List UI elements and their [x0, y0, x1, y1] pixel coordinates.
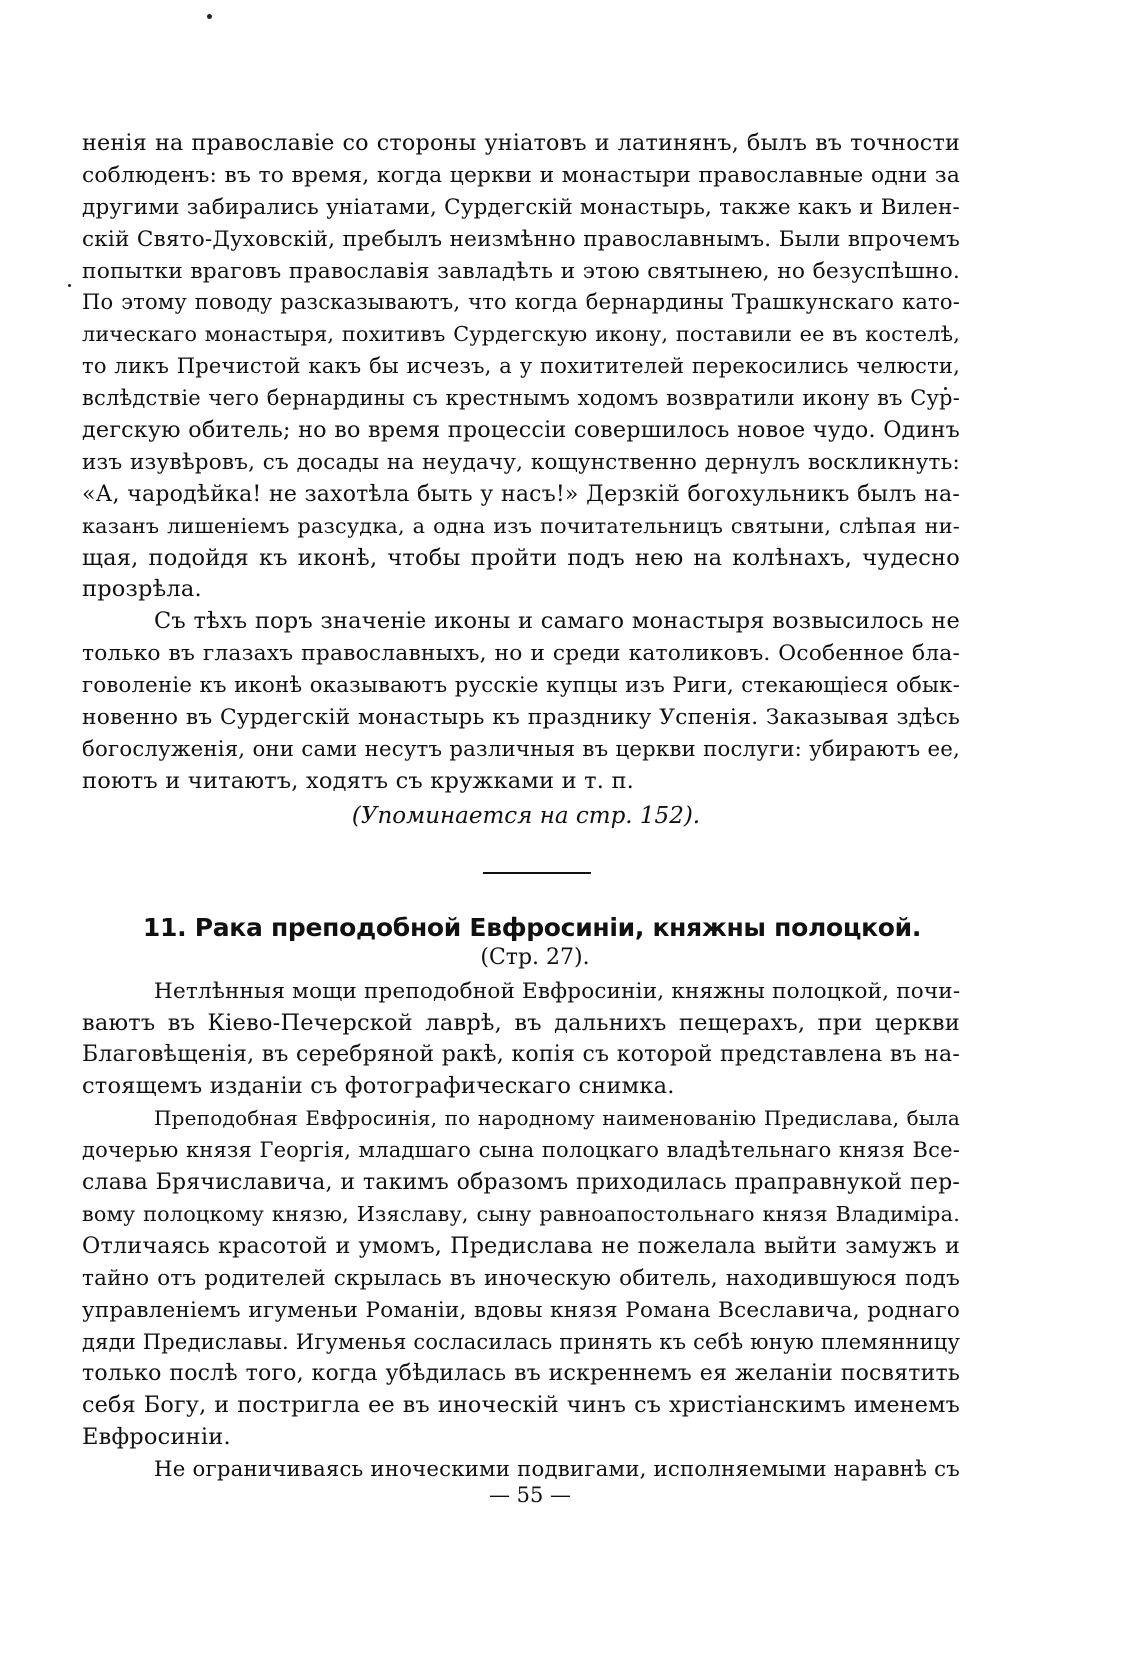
- text-line: казанъ лишеніемъ разсудка, а одна изъ почитательницъ святыни, слѣпая ни-: [82, 513, 960, 538]
- text-line: По этому поводу разсказываютъ, что когда бернардины Трашкунскаго като-: [82, 290, 960, 315]
- text-line: вслѣдствіе чего бернардины съ крестнымъ ходомъ возвратили икону въ Сур-: [82, 386, 960, 411]
- text-line: попытки враговъ православія завладѣть и этою святынею, но безуспѣшно.: [82, 258, 960, 284]
- section-heading: 11. Рака преподобной Евфросиніи, княжны полоцкой.: [142, 912, 922, 942]
- paragraph-prev-2: [82, 606, 960, 797]
- text-line: дяди Предиславы. Игуменья сосласилась принять къ себѣ юную племянницу: [82, 1329, 961, 1354]
- text-line: соблюденъ: въ то время, когда церкви и монастыри православные одни за: [82, 162, 960, 188]
- text-line: щая, подойдя къ иконѣ, чтобы пройти подъ нею на колѣнахъ, чудесно: [82, 544, 960, 571]
- text-line: Евфросиніи.: [82, 1424, 231, 1451]
- paragraph-prev-1: [82, 128, 960, 606]
- text-line: то ликъ Пречистой какъ бы исчезъ, а у похитителей перекосились челюсти,: [82, 354, 960, 379]
- page-mention-caption: (Упоминается на стр. 152).: [351, 802, 701, 829]
- text-line: говоленіе къ иконѣ оказываютъ русскіе купцы изъ Риги, стекающіеся обык-: [82, 673, 960, 699]
- print-speck: [207, 14, 212, 19]
- text-line: Преподобная Евфросинія, по народному наименованію Предислава, была: [154, 1106, 960, 1131]
- text-line: Отличаясь красотой и умомъ, Предислава не пожелала выйти замужъ и: [82, 1232, 960, 1259]
- section-page-reference: (Стр. 27).: [480, 944, 590, 970]
- text-line: скій Свято-Духовскій, пребылъ неизмѣнно православнымъ. Были впрочемъ: [82, 226, 960, 252]
- print-speck: [68, 284, 71, 287]
- text-line: Не ограничиваясь иноческими подвигами, исполняемыми наравнѣ съ: [154, 1457, 960, 1483]
- text-line: дегскую обитель; но во время процессіи совершилось новое чудо. Одинъ: [82, 417, 960, 444]
- paragraph-11-1: [82, 976, 960, 1104]
- text-line: только въ глазахъ православныхъ, но и среди католиковъ. Особенное бла-: [82, 641, 960, 667]
- text-line: только послѣ того, когда убѣдилась въ искреннемъ ея желаніи посвятить: [82, 1361, 960, 1387]
- page-body: [82, 128, 960, 1486]
- text-line: ваютъ въ Кіево-Печерской лаврѣ, въ дальнихъ пещерахъ, при церкви: [82, 1009, 960, 1036]
- text-line: слава Брячиславича, и такимъ образомъ приходилась праправнукой пер-: [82, 1170, 960, 1196]
- text-line: вому полоцкому князю, Изяславу, сыну равноапостольнаго князя Владиміра.: [82, 1201, 960, 1226]
- text-line: изъ изувѣровъ, съ досады на неудачу, кощунственно дернулъ воскликнуть:: [82, 449, 960, 475]
- text-line: лическаго монастыря, похитивъ Сурдегскую икону, поставили ее въ костелѣ,: [82, 322, 960, 347]
- text-line: Съ тѣхъ поръ значеніе иконы и самаго монастыря возвысилось не: [154, 608, 960, 635]
- text-line: «А, чародѣйка! не захотѣла быть у насъ!» Дерзкій богохульникъ былъ на-: [82, 481, 960, 507]
- page-number: — 55 —: [488, 1483, 572, 1507]
- text-line: Благовѣщенія, въ серебряной ракѣ, копія съ которой представлена въ на-: [82, 1042, 960, 1068]
- section-divider: [483, 872, 591, 874]
- text-line: стоящемъ изданіи съ фотографическаго снимка.: [82, 1073, 675, 1100]
- text-line: богослуженія, они сами несутъ различныя въ церкви послуги: убираютъ ее,: [82, 736, 960, 762]
- text-line: новенно въ Сурдегскій монастырь къ празднику Успенія. Заказывая здѣсь: [82, 705, 960, 731]
- text-line: другими забирались уніатами, Сурдегскій монастырь, также какъ и Вилен-: [82, 194, 960, 220]
- text-line: управленіемъ игуменьи Романіи, вдовы князя Романа Всеславича, роднаго: [82, 1297, 960, 1323]
- text-line: Нетлѣнныя мощи преподобной Евфросиніи, княжны полоцкой, почи-: [154, 978, 961, 1004]
- text-line: дочерью князя Георгія, младшаго сына полоцкаго владѣтельнаго князя Все-: [82, 1138, 960, 1163]
- text-line: ненія на православіе со стороны уніатовъ и латинянъ, былъ въ точности: [82, 130, 960, 156]
- text-line: себя Богу, и постригла ее въ иноческій чинъ съ христіанскимъ именемъ: [82, 1392, 960, 1419]
- text-line: поютъ и читаютъ, ходятъ съ кружками и т. п.: [82, 767, 635, 794]
- text-line: прозрѣла.: [82, 576, 202, 603]
- paragraph-11-2: [82, 1103, 960, 1454]
- text-line: тайно отъ родителей скрылась въ иноческую обитель, находившуюся подъ: [82, 1265, 960, 1291]
